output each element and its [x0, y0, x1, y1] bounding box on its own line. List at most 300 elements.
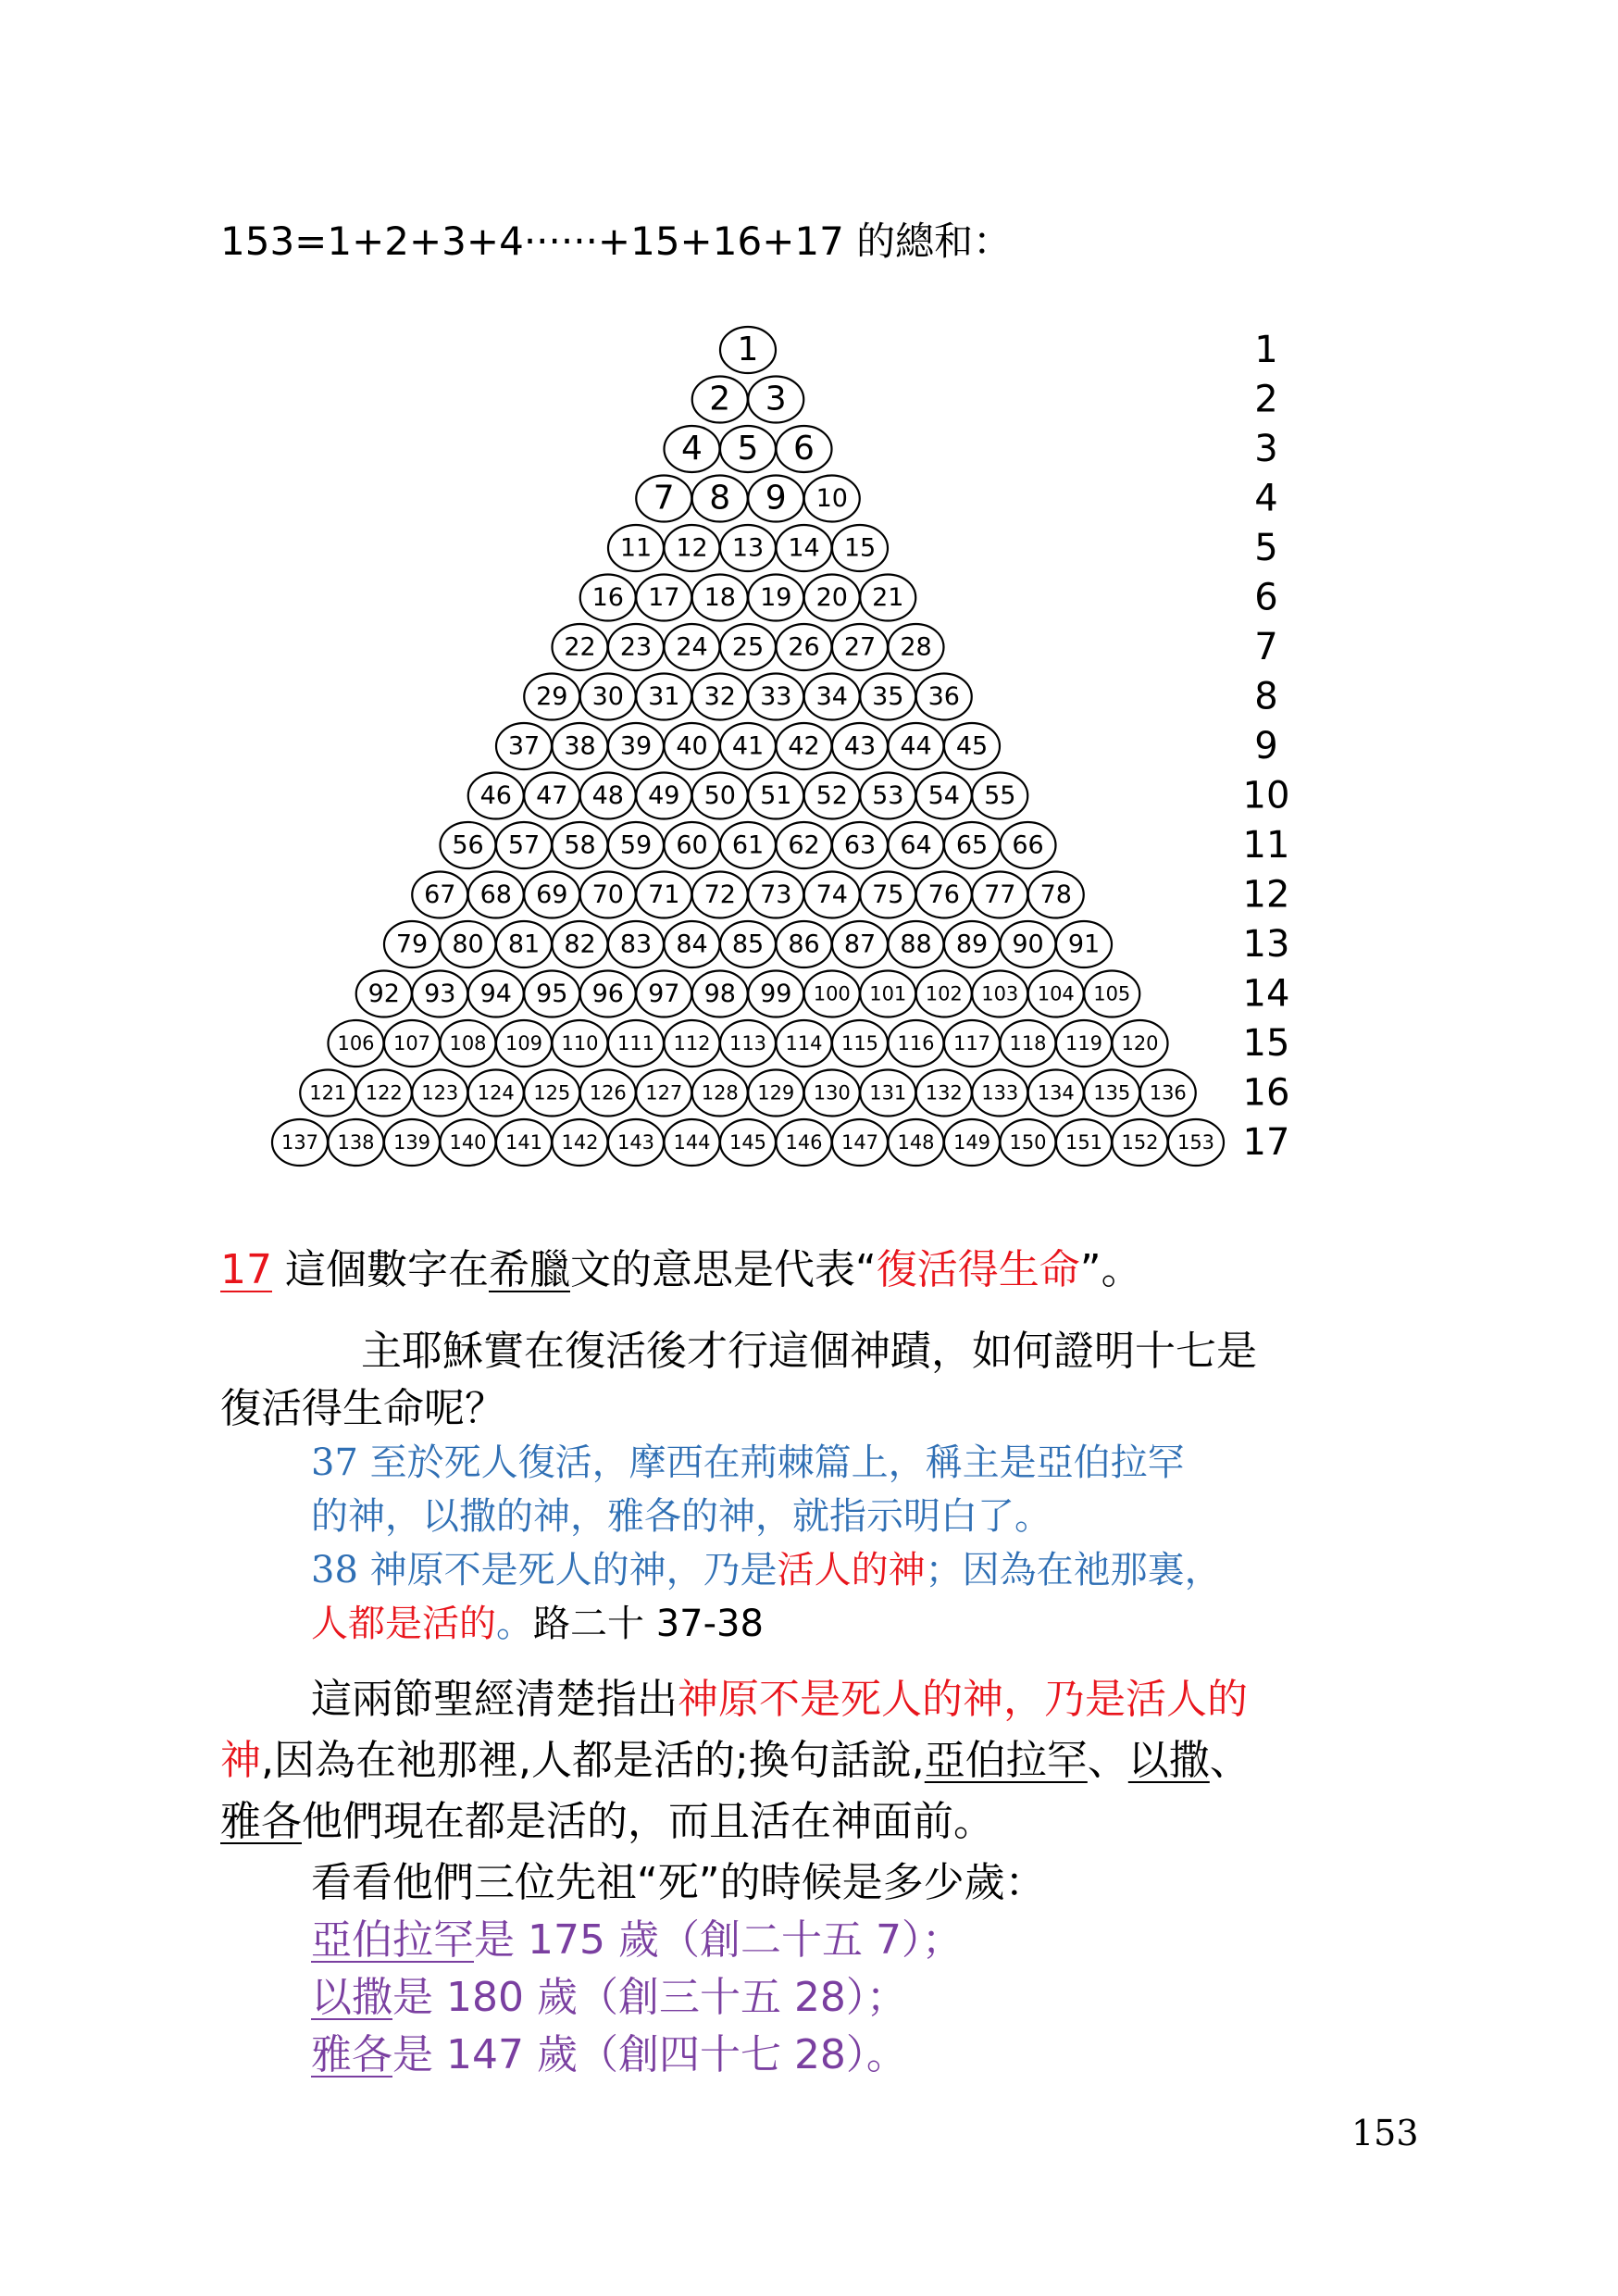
pyramid-number: 119: [1064, 1032, 1103, 1054]
pyramid-row-label: 9: [1254, 725, 1278, 767]
age-item-text: 是 175 歲（創二十五 7）；: [474, 1916, 963, 1964]
verse38-all-alive: 人都是活的: [311, 1603, 496, 1645]
verse-37-line1: 37 至於死人復活，摩西在荊棘篇上，稱主是亞伯拉罕: [311, 1441, 1185, 1484]
pyramid-cell: [889, 723, 944, 769]
pyramid-number: 30: [591, 682, 624, 711]
pyramid-number: 7: [653, 479, 675, 518]
pyramid-cell: [720, 921, 776, 967]
pyramid-cell: [777, 525, 832, 571]
pyramid-cell: [1084, 971, 1139, 1017]
pyramid-number: 75: [872, 880, 904, 909]
pyramid-cell: [720, 426, 776, 472]
pyramid-cell: [1028, 1070, 1084, 1117]
pyramid-row-label: 12: [1242, 873, 1290, 917]
pyramid-cell: [553, 1020, 608, 1067]
pyramid-number: 2: [709, 380, 731, 418]
pyramid-number: 79: [395, 930, 429, 959]
pyramid-number: 10: [815, 484, 848, 513]
pyramid-cell: [944, 1020, 1000, 1067]
pyramid-number: 59: [619, 830, 653, 860]
pyramid-cell: [972, 971, 1027, 1017]
verse38-a: 38 神原不是死人的神，乃是: [311, 1549, 778, 1591]
pyramid-cell: [329, 1020, 384, 1067]
pyramid-cell: [608, 723, 664, 769]
pyramid-number: 120: [1121, 1032, 1159, 1054]
pyramid-cell: [777, 822, 832, 868]
pyramid-number: 114: [785, 1032, 823, 1054]
pyramid-number: 9: [765, 479, 787, 518]
pyramid-number: 108: [449, 1032, 487, 1054]
pyramid-number: 153: [1176, 1131, 1215, 1154]
pyramid-cell: [804, 971, 860, 1017]
pyramid-number: 124: [477, 1081, 515, 1104]
resurrection-life: 復活得生命: [876, 1246, 1080, 1293]
verse38-e: 。: [496, 1603, 533, 1645]
heading-formula: 153=1+2+3+4······+15+16+17: [220, 218, 844, 264]
pyramid-cell: [748, 1070, 803, 1117]
pyramid-number: 6: [793, 430, 815, 468]
pyramid-number: 11: [619, 533, 653, 563]
pyramid-cell: [832, 624, 888, 670]
verse-37-line2: 的神，以撒的神，雅各的神，就指示明白了。: [311, 1495, 1052, 1538]
pyramid-number: 96: [591, 980, 624, 1008]
pyramid-number: 19: [760, 583, 792, 612]
pyramid-cell: [804, 476, 860, 522]
pyramid-number: 15: [843, 533, 877, 563]
pyramid-number: 33: [760, 682, 792, 711]
pyramid-number: 35: [872, 682, 904, 711]
pyramid-number: 76: [927, 880, 960, 909]
pyramid-cell: [860, 1070, 915, 1117]
pyramid-number: 137: [280, 1131, 319, 1154]
pyramid-number: 94: [479, 980, 512, 1008]
pyramid-number: 45: [955, 731, 989, 761]
pyramid-cell: [720, 1020, 776, 1067]
pyramid-number: 39: [619, 731, 653, 761]
pyramid-cell: [524, 773, 579, 819]
pyramid-cell: [608, 921, 664, 967]
verse38-c: ；因為在祂那裏，: [925, 1549, 1222, 1591]
pyramid-cell: [804, 1070, 860, 1117]
pyramid-number: 64: [900, 830, 932, 860]
pyramid-number: 38: [564, 731, 596, 761]
pyramid-number: 25: [731, 632, 765, 662]
pyramid-cell: [1113, 1020, 1168, 1067]
para3-line2: [220, 1737, 1251, 1784]
pyramid-number: 130: [813, 1081, 851, 1104]
pyramid-number: 128: [701, 1081, 739, 1104]
pyramid-number: 141: [504, 1131, 543, 1154]
pyramid-cell: [832, 723, 888, 769]
pyramid-number: 51: [760, 781, 792, 810]
pyramid-number: 49: [648, 781, 680, 810]
para1-text-1: 這個數字在: [272, 1246, 489, 1293]
pyramid-number: 145: [728, 1131, 767, 1154]
pyramid-cell: [804, 773, 860, 819]
pyramid-number: 125: [533, 1081, 571, 1104]
pyramid-cell: [496, 1020, 552, 1067]
pyramid-cell: [1001, 1020, 1056, 1067]
age-item-abraham: [311, 1916, 963, 1964]
pyramid-number: 57: [507, 830, 541, 860]
pyramid-number: 70: [591, 880, 624, 909]
pyramid-cell: [496, 921, 552, 967]
pyramid-number: 77: [984, 880, 1016, 909]
pyramid-cell: [580, 575, 636, 621]
heading-suffix: 的總和：: [843, 218, 1013, 264]
pyramid-cell: [665, 426, 720, 472]
pyramid-cell: [972, 773, 1027, 819]
number-17: 17: [220, 1246, 272, 1293]
pyramid-number: 103: [981, 982, 1019, 1005]
pyramid-number: 55: [984, 781, 1016, 810]
pyramid-cell: [777, 1020, 832, 1067]
pyramid-cell: [412, 971, 467, 1017]
pyramid-cell: [665, 822, 720, 868]
pyramid-number: 46: [479, 781, 512, 810]
pyramid-number: 52: [815, 781, 848, 810]
pyramid-number: 54: [927, 781, 960, 810]
pyramid-cell: [608, 822, 664, 868]
pyramid-number: 121: [309, 1081, 347, 1104]
pyramid-number: 140: [449, 1131, 487, 1154]
pyramid-cell: [356, 1070, 412, 1117]
pyramid-cell: [889, 921, 944, 967]
pyramid-number: 58: [564, 830, 596, 860]
pyramid-cell: [665, 1020, 720, 1067]
pyramid-row-label: 5: [1254, 527, 1278, 569]
pyramid-number: 99: [760, 980, 792, 1008]
pyramid-cell: [944, 1119, 1000, 1166]
pyramid-cell: [1001, 921, 1056, 967]
pyramid-cell: [1056, 1119, 1112, 1166]
pyramid-number: 29: [536, 682, 568, 711]
pyramid-number: 16: [591, 583, 624, 612]
pyramid-row-label: 13: [1242, 923, 1290, 966]
pyramid-number: 118: [1009, 1032, 1047, 1054]
pyramid-cell: [777, 426, 832, 472]
pyramid-cell: [272, 1119, 328, 1166]
pyramid-cell: [524, 1070, 579, 1117]
pyramid-cell: [720, 525, 776, 571]
pyramid-row-label: 7: [1254, 626, 1278, 668]
pyramid-cell: [804, 575, 860, 621]
pyramid-cell: [665, 921, 720, 967]
pyramid-cell: [1028, 872, 1084, 918]
pyramid-cell: [748, 971, 803, 1017]
pyramid-number: 24: [676, 632, 708, 662]
pyramid-cell: [972, 1070, 1027, 1117]
pyramid-number: 132: [925, 1081, 963, 1104]
pyramid-number: 122: [365, 1081, 403, 1104]
pyramid-cell: [916, 971, 972, 1017]
pyramid-row-label: 10: [1242, 774, 1290, 817]
pyramid-cell: [636, 971, 691, 1017]
pyramid-number: 129: [757, 1081, 795, 1104]
pyramid-number: 32: [703, 682, 736, 711]
pyramid-cell: [1001, 1119, 1056, 1166]
pyramid-number: 111: [616, 1032, 655, 1054]
pyramid-cell: [692, 971, 748, 1017]
pyramid-cell: [720, 822, 776, 868]
pyramid-cell: [356, 971, 412, 1017]
pyramid-cell: [665, 525, 720, 571]
pyramid-cell: [412, 872, 467, 918]
pyramid-number: 4: [681, 430, 703, 468]
pyramid-cell: [441, 822, 496, 868]
pyramid-number: 78: [1039, 880, 1072, 909]
pyramid-number: 112: [673, 1032, 711, 1054]
pyramid-cell: [832, 525, 888, 571]
pyramid-number: 37: [507, 731, 541, 761]
pyramid-row-label: 4: [1254, 477, 1278, 520]
pyramid-number: 34: [815, 682, 848, 711]
pyramid-cell: [384, 921, 440, 967]
pyramid-cell: [496, 822, 552, 868]
pyramid-number: 62: [788, 830, 820, 860]
age-item-name: 亞伯拉罕: [311, 1916, 474, 1964]
pyramid-cell: [889, 1020, 944, 1067]
pyramid-cell: [468, 773, 524, 819]
pyramid-number: 8: [709, 479, 731, 518]
age-item-isaac: [311, 1974, 907, 2021]
pyramid-cell: [329, 1119, 384, 1166]
pyramid-cell: [1168, 1119, 1224, 1166]
pyramid-cell: [524, 971, 579, 1017]
pyramid-cell: [832, 921, 888, 967]
pyramid-number: 44: [900, 731, 932, 761]
pyramid-cell: [748, 377, 803, 423]
pyramid-cell: [580, 971, 636, 1017]
pyramid-number: 110: [561, 1032, 599, 1054]
pyramid-number: 67: [424, 880, 456, 909]
pyramid-number: 69: [536, 880, 568, 909]
pyramid-number: 91: [1067, 930, 1101, 959]
pyramid-row-label: 6: [1254, 576, 1278, 619]
pyramid-cell: [972, 872, 1027, 918]
pyramid-cell: [916, 872, 972, 918]
pyramid-number: 13: [731, 533, 765, 563]
pyramid-number: 60: [676, 830, 708, 860]
pyramid-cell: [748, 773, 803, 819]
pyramid-number: 142: [561, 1131, 599, 1154]
pyramid-number: 61: [731, 830, 765, 860]
pyramid-number: 148: [897, 1131, 935, 1154]
pyramid-cell: [441, 921, 496, 967]
pyramid-cell: [944, 822, 1000, 868]
pyramid-cell: [468, 971, 524, 1017]
pyramid-number: 86: [788, 930, 820, 959]
verse-38-line2: [311, 1603, 764, 1645]
pyramid-number: 41: [731, 731, 765, 761]
pyramid-number: 20: [815, 583, 848, 612]
pyramid-number: 74: [815, 880, 848, 909]
pyramid-cell: [720, 624, 776, 670]
pyramid-cell: [412, 1070, 467, 1117]
pyramid-number: 150: [1009, 1131, 1047, 1154]
pyramid-cell: [748, 872, 803, 918]
pyramid-number: 131: [869, 1081, 907, 1104]
pyramid-cell: [692, 773, 748, 819]
pyramid-number: 12: [676, 533, 708, 563]
pyramid-number: 71: [648, 880, 680, 909]
pyramid-cell: [860, 773, 915, 819]
pyramid-cell: [608, 1020, 664, 1067]
pyramid-cell: [384, 1020, 440, 1067]
pyramid-cell: [804, 674, 860, 720]
pyramid-cell: [777, 1119, 832, 1166]
age-item-text: 是 180 歲（創三十五 28）；: [392, 1974, 907, 2021]
pyramid-number: 53: [872, 781, 904, 810]
pyramid-cell: [608, 1119, 664, 1166]
pyramid-cell: [636, 1070, 691, 1117]
pyramid-cell: [580, 1070, 636, 1117]
verse38-living-god: 活人的神: [777, 1549, 926, 1591]
pyramid-cell: [777, 624, 832, 670]
pyramid-number: 109: [504, 1032, 543, 1054]
para2-line2: 復活得生命呢？: [220, 1385, 505, 1432]
pyramid-cell: [1113, 1119, 1168, 1166]
pyramid-cell: [832, 1020, 888, 1067]
para3-jacob: 雅各: [220, 1798, 302, 1845]
pyramid-cell: [748, 476, 803, 522]
pyramid-cell: [665, 624, 720, 670]
pyramid-number: 123: [421, 1081, 459, 1104]
pyramid-cell: [524, 872, 579, 918]
pyramid-number: 5: [737, 430, 759, 468]
para2-line1: 主耶穌實在復活後才行這個神蹟，如何證明十七是: [361, 1328, 1257, 1375]
para3-l1a: 這兩節聖經清楚指出: [311, 1676, 678, 1723]
pyramid-cell: [777, 921, 832, 967]
pyramid-number: 90: [1012, 930, 1044, 959]
pyramid-cell: [636, 476, 691, 522]
pyramid-cell: [860, 971, 915, 1017]
pyramid-number: 3: [765, 380, 787, 418]
pyramid-number: 113: [728, 1032, 767, 1054]
age-item-name: 雅各: [311, 2031, 392, 2078]
age-item-name: 以撒: [311, 1974, 392, 2021]
pyramid-number: 18: [703, 583, 736, 612]
pyramid-number: 107: [392, 1032, 431, 1054]
para3-line3: [220, 1798, 994, 1845]
pyramid-number: 66: [1012, 830, 1044, 860]
pyramid-cell: [692, 674, 748, 720]
pyramid-number: 81: [507, 930, 541, 959]
pyramid-number: 115: [840, 1032, 879, 1054]
pyramid-cell: [720, 1119, 776, 1166]
pyramid-cell: [468, 1070, 524, 1117]
para4-intro: 看看他們三位先祖“死”的時候是多少歲：: [311, 1859, 1046, 1906]
pyramid-cell: [1056, 921, 1112, 967]
pyramid-cell: [1056, 1020, 1112, 1067]
para1-text-2: 文的意思是代表“: [570, 1246, 877, 1293]
pyramid-cell: [777, 723, 832, 769]
pyramid-number: 65: [955, 830, 989, 860]
pyramid-number: 144: [673, 1131, 711, 1154]
pyramid-row-label: 15: [1242, 1022, 1290, 1065]
pyramid-cell: [580, 773, 636, 819]
pyramid-cell: [1140, 1070, 1196, 1117]
pyramid-number: 135: [1093, 1081, 1131, 1104]
pyramid-number: 27: [843, 632, 877, 662]
pyramid-cell: [553, 723, 608, 769]
pyramid-cell: [441, 1020, 496, 1067]
pyramid-number: 40: [676, 731, 708, 761]
pyramid-number: 63: [843, 830, 877, 860]
pyramid-cell: [916, 674, 972, 720]
pyramid-number: 23: [619, 632, 653, 662]
pyramid-number: 92: [367, 980, 400, 1008]
pyramid-cell: [468, 872, 524, 918]
age-item-jacob: [311, 2031, 907, 2078]
pyramid-number: 147: [840, 1131, 879, 1154]
para1-text-3: ”。: [1079, 1246, 1142, 1293]
pyramid-cell: [692, 872, 748, 918]
pyramid-cell: [692, 575, 748, 621]
para3-line1: [311, 1676, 1248, 1723]
pyramid-row-label: 3: [1254, 428, 1278, 470]
pyramid-number: 43: [843, 731, 877, 761]
pyramid-number: 104: [1037, 982, 1075, 1005]
para3-l3: 他們現在都是活的，而且活在神面前。: [302, 1798, 994, 1845]
pyramid-cell: [720, 327, 776, 373]
pyramid-number: 149: [952, 1131, 991, 1154]
pyramid-cell: [553, 1119, 608, 1166]
pyramid-number: 83: [619, 930, 653, 959]
pyramid-cell: [889, 1119, 944, 1166]
pyramid-row-label: 16: [1242, 1071, 1290, 1115]
pyramid-cell: [665, 723, 720, 769]
pyramid-number: 85: [731, 930, 765, 959]
pyramid-number: 152: [1121, 1131, 1159, 1154]
pyramid-cell: [524, 674, 579, 720]
para3-sep: 、: [1087, 1737, 1128, 1784]
pyramid-cell: [944, 723, 1000, 769]
pyramid-number: 48: [591, 781, 624, 810]
para3-l2a: 神: [220, 1737, 261, 1784]
pyramid-number: 50: [703, 781, 736, 810]
pyramid-number: 102: [925, 982, 963, 1005]
pyramid-cell: [580, 674, 636, 720]
pyramid-cell: [1001, 822, 1056, 868]
pyramid-number: 117: [952, 1032, 991, 1054]
pyramid-number: 105: [1093, 982, 1131, 1005]
pyramid-number: 106: [337, 1032, 375, 1054]
pyramid-number: 100: [813, 982, 851, 1005]
pyramid-cell: [889, 822, 944, 868]
pyramid-number: 26: [788, 632, 820, 662]
pyramid-cell: [916, 1070, 972, 1117]
pyramid-number: 136: [1149, 1081, 1187, 1104]
pyramid-number: 22: [564, 632, 596, 662]
pyramid-number: 116: [897, 1032, 935, 1054]
pyramid-row-label: 11: [1242, 824, 1290, 867]
pyramid-number: 151: [1064, 1131, 1103, 1154]
pyramid-number: 84: [676, 930, 708, 959]
para3-abraham: 亞伯拉罕: [924, 1737, 1088, 1784]
pyramid-cell: [553, 624, 608, 670]
pyramid-cell: [944, 921, 1000, 967]
pyramid-cell: [636, 773, 691, 819]
pyramid-cell: [496, 723, 552, 769]
pyramid-number: 28: [900, 632, 932, 662]
verse-38-line1: [311, 1549, 1222, 1591]
pyramid-number: 127: [645, 1081, 683, 1104]
pyramid-number: 80: [452, 930, 484, 959]
pyramid-cell: [608, 624, 664, 670]
pyramid-cell: [860, 872, 915, 918]
pyramid-cell: [580, 872, 636, 918]
